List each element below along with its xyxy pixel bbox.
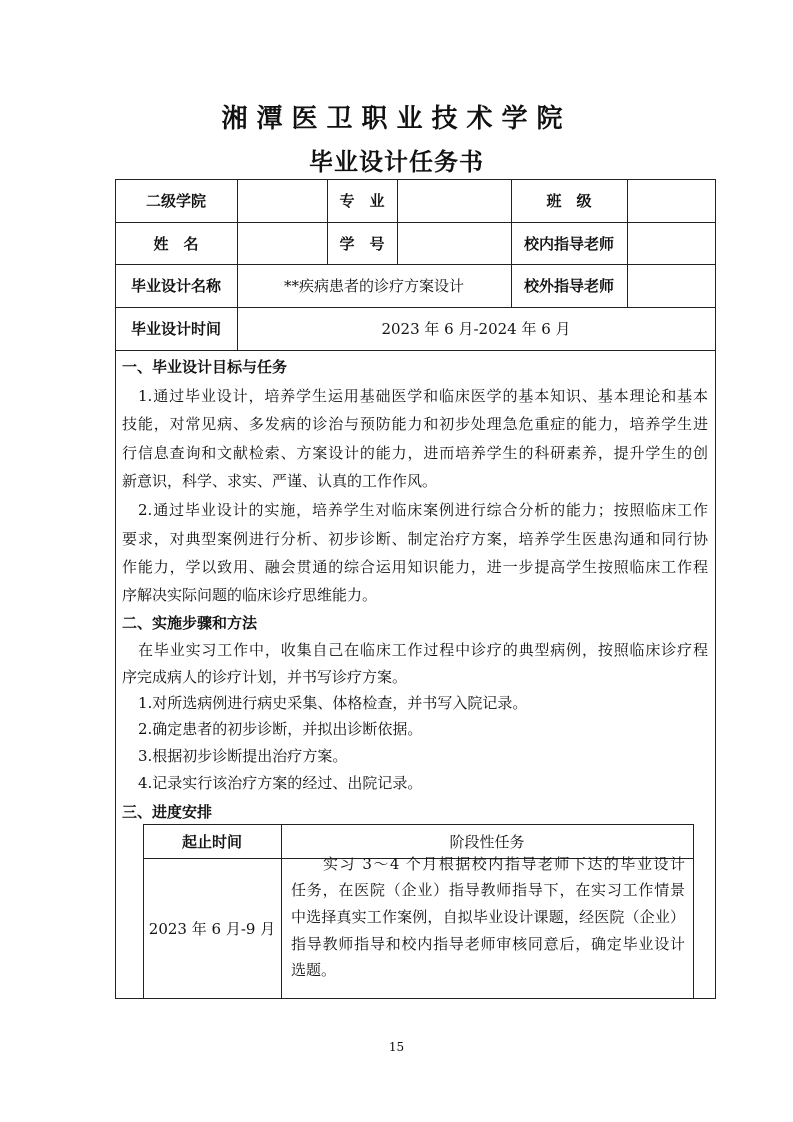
major-field[interactable] <box>397 179 511 222</box>
page-number: 15 <box>388 1040 405 1054</box>
step-item: 4.记录实行该治疗方案的经过、出院记录。 <box>138 774 423 792</box>
section-heading: 一、毕业设计目标与任务 <box>122 358 288 376</box>
text-line: 序完成病人的诊疗计划，并书写诊疗方案。 <box>122 668 408 686</box>
college-label: 二级学院 <box>145 192 206 210</box>
text-line: 技能，对常见病、多发病的诊治与预防能力和初步处理急危重症的能力，培养学生进 <box>122 415 708 433</box>
section-heading: 二、实施步骤和方法 <box>122 614 258 632</box>
task-line: 中选择真实工作案例，自拟毕业设计课题，经医院（企业） <box>291 908 685 926</box>
project-name-field[interactable]: **疾病患者的诊疗方案设计 <box>283 277 464 295</box>
section-heading: 三、进度安排 <box>122 803 213 821</box>
task-line: 任务，在医院（企业）指导教师指导下，在实习工作情景 <box>291 881 685 899</box>
column-header: 起止时间 <box>181 832 242 851</box>
task-line: 选题。 <box>291 961 337 979</box>
table-border <box>715 179 716 999</box>
task-line: 指导教师指导和校内指导老师审核同意后，确定毕业设计 <box>291 935 685 953</box>
major-label: 专 业 <box>339 192 385 210</box>
step-item: 1.对所选病例进行病史采集、体格检查，并书写入院记录。 <box>138 694 528 712</box>
text-line: 2.通过毕业设计的实施，培养学生对临床案例进行综合分析的能力；按照临床工作 <box>138 501 708 519</box>
external-advisor-label: 校外指导老师 <box>523 277 614 295</box>
project-name-label: 毕业设计名称 <box>130 277 221 295</box>
text-line: 在毕业实习工作中，收集自己在临床工作过程中诊疗的典型病例，按照临床诊疗程 <box>138 641 708 659</box>
internal-advisor-label: 校内指导老师 <box>523 234 614 253</box>
table-border <box>693 824 694 998</box>
step-item: 3.根据初步诊断提出治疗方案。 <box>138 747 348 765</box>
task-line: 实习 3～4 个月根据校内指导老师下达的毕业设计 <box>323 855 685 873</box>
schedule-period: 2023 年 6 月-9 月 <box>148 919 276 938</box>
internal-advisor-field[interactable] <box>627 222 715 264</box>
name-label: 姓 名 <box>153 234 199 253</box>
text-line: 行信息查询和文献检索、方案设计的能力，进而培养学生的科研素养，提升学生的创 <box>122 444 708 462</box>
time-label: 毕业设计时间 <box>130 320 221 338</box>
table-border <box>115 998 716 999</box>
college-field[interactable] <box>237 179 327 222</box>
student-id-label: 学 号 <box>339 234 385 253</box>
column-header: 阶段性任务 <box>449 832 525 851</box>
table-border <box>115 350 716 351</box>
text-line: 序解决实际问题的临床诊疗思维能力。 <box>122 586 378 604</box>
text-line: 要求，对典型案例进行分析、初步诊断、制定治疗方案，培养学生医患沟通和同行协 <box>122 530 708 548</box>
name-field[interactable] <box>237 222 327 264</box>
external-advisor-field[interactable] <box>627 264 715 307</box>
time-field[interactable]: 2023 年 6 月-2024 年 6 月 <box>381 320 571 338</box>
step-item: 2.确定患者的初步诊断，并拟出诊断依据。 <box>138 720 423 738</box>
text-line: 新意识，科学、求实、严谨、认真的工作作风。 <box>122 472 438 490</box>
text-line: 作能力，学以致用、融会贯通的综合运用知识能力，进一步提高学生按照临床工作程 <box>122 558 708 576</box>
document-title: 毕业设计任务书 <box>309 148 484 176</box>
class-label: 班 级 <box>546 192 592 210</box>
class-field[interactable] <box>627 179 715 222</box>
student-id-field[interactable] <box>397 222 511 264</box>
text-line: 1.通过毕业设计，培养学生运用基础医学和临床医学的基本知识、基本理论和基本 <box>138 387 708 405</box>
school-name: 湘潭医卫职业技术学院 <box>221 104 572 134</box>
